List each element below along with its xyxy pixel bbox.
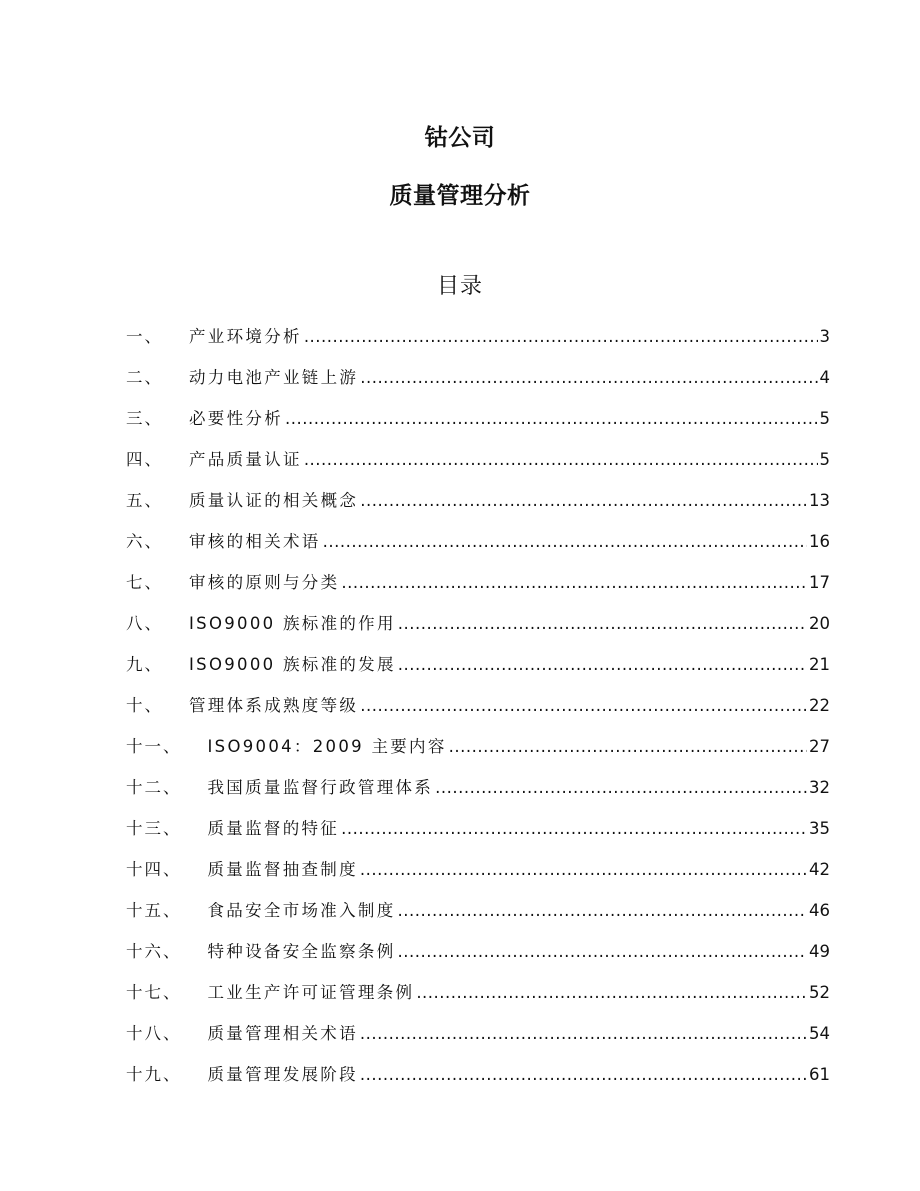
toc-entry-number: 六、	[126, 532, 163, 551]
toc-entry[interactable]	[126, 652, 830, 693]
toc-entry-number: 十五、	[126, 901, 182, 920]
toc-entry[interactable]	[126, 898, 830, 939]
toc-entry-title: 动力电池产业链上游	[189, 368, 359, 387]
toc-entry-title: 质量监督抽查制度	[207, 860, 358, 879]
toc-entry-page: 61	[809, 1065, 830, 1084]
toc-dot-leader	[398, 611, 807, 637]
toc-entry[interactable]	[126, 529, 830, 570]
toc-entry-number: 七、	[126, 573, 163, 592]
toc-entry-number: 十四、	[126, 860, 182, 879]
toc-entry[interactable]	[126, 857, 830, 898]
toc-entry-number: 十九、	[126, 1065, 182, 1084]
toc-entry-number: 三、	[126, 409, 163, 428]
toc-dot-leader	[360, 1062, 807, 1088]
toc-entry[interactable]	[126, 734, 830, 775]
toc-entry-number: 五、	[126, 491, 163, 510]
toc-entry[interactable]	[126, 324, 830, 365]
toc-entry[interactable]	[126, 980, 830, 1021]
toc-entry-page: 4	[819, 368, 830, 387]
toc-entry-page: 32	[809, 778, 830, 797]
toc-dot-leader	[341, 816, 807, 842]
toc-dot-leader	[360, 365, 817, 391]
toc-entry-page: 20	[809, 614, 830, 633]
toc-entry-title: 审核的相关术语	[189, 532, 321, 551]
toc-entry-number: 十三、	[126, 819, 182, 838]
toc-entry-title: ISO9000 族标准的作用	[189, 614, 396, 633]
toc-entry-number: 二、	[126, 368, 163, 387]
toc-entry-title: 产品质量认证	[189, 450, 302, 469]
toc-entry-page: 54	[809, 1024, 830, 1043]
toc-entry[interactable]	[126, 775, 830, 816]
toc-entry-page: 5	[819, 450, 830, 469]
toc-dot-leader	[398, 652, 807, 678]
toc-entry-page: 42	[809, 860, 830, 879]
toc-entry-number: 四、	[126, 450, 163, 469]
toc-dot-leader	[360, 857, 807, 883]
toc-entry[interactable]	[126, 488, 830, 529]
toc-entry-title: 质量监督的特征	[207, 819, 340, 838]
toc-entry-title: 产业环境分析	[189, 327, 302, 346]
toc-entry[interactable]	[126, 365, 830, 406]
toc-entry[interactable]	[126, 611, 830, 652]
toc-entry-number: 十二、	[126, 778, 182, 797]
toc-dot-leader	[435, 775, 807, 801]
toc-entry-number: 十七、	[126, 983, 182, 1002]
toc-entry-number: 十一、	[126, 737, 182, 756]
toc-entry-number: 十、	[126, 696, 163, 715]
toc-entry-page: 17	[809, 573, 830, 592]
toc-entry[interactable]	[126, 816, 830, 857]
toc-dot-leader	[398, 939, 808, 965]
toc-entry-number: 一、	[126, 327, 163, 346]
toc-entry-title: 食品安全市场准入制度	[207, 901, 396, 920]
toc-entry-number: 八、	[126, 614, 163, 633]
toc-entry[interactable]	[126, 939, 830, 980]
toc-entry-page: 35	[809, 819, 830, 838]
toc-entry[interactable]	[126, 1021, 830, 1062]
toc-dot-leader	[416, 980, 807, 1006]
toc-entry-title: 特种设备安全监察条例	[207, 942, 396, 961]
toc-entry-title: 我国质量监督行政管理体系	[207, 778, 434, 797]
toc-entry-page: 13	[809, 491, 830, 510]
toc-entry-title: 质量认证的相关概念	[189, 491, 359, 510]
toc-entry-title: 质量管理相关术语	[207, 1024, 358, 1043]
toc-heading: 目录	[436, 274, 483, 299]
toc-entry[interactable]	[126, 693, 830, 734]
document-title: 钴公司	[424, 125, 496, 151]
toc-dot-leader	[360, 693, 807, 719]
toc-entry-title: 必要性分析	[189, 409, 283, 428]
toc-entry-page: 21	[809, 655, 830, 674]
toc-entry-number: 九、	[126, 655, 163, 674]
toc-entry-page: 52	[809, 983, 830, 1002]
toc-entry-page: 49	[809, 942, 830, 961]
toc-dot-leader	[341, 570, 807, 596]
toc-dot-leader	[304, 324, 818, 350]
toc-entry-title: ISO9000 族标准的发展	[189, 655, 396, 674]
toc-entry[interactable]	[126, 1062, 830, 1103]
toc-entry-title: 质量管理发展阶段	[207, 1065, 358, 1084]
document-subtitle: 质量管理分析	[389, 183, 531, 209]
toc-entry[interactable]	[126, 570, 830, 611]
toc-dot-leader	[285, 406, 818, 432]
toc-entry-page: 46	[809, 901, 830, 920]
toc-entry-title: 审核的原则与分类	[189, 573, 340, 592]
toc-entry-page: 22	[809, 696, 830, 715]
toc-dot-leader	[323, 529, 807, 555]
toc-entry-number: 十八、	[126, 1024, 182, 1043]
toc-entry-title: ISO9004：2009 主要内容	[207, 737, 447, 756]
toc-dot-leader	[304, 447, 818, 473]
toc-entry-number: 十六、	[126, 942, 182, 961]
toc-dot-leader	[360, 1021, 807, 1047]
table-of-contents	[126, 324, 830, 1103]
toc-entry-page: 27	[809, 737, 830, 756]
toc-entry-page: 3	[819, 327, 830, 346]
toc-dot-leader	[398, 898, 808, 924]
toc-entry-title: 工业生产许可证管理条例	[207, 983, 415, 1002]
toc-entry-page: 16	[809, 532, 830, 551]
toc-dot-leader	[360, 488, 807, 514]
toc-entry[interactable]	[126, 447, 830, 488]
toc-entry[interactable]	[126, 406, 830, 447]
toc-entry-title: 管理体系成熟度等级	[189, 696, 359, 715]
toc-dot-leader	[449, 734, 807, 760]
toc-entry-page: 5	[819, 409, 830, 428]
